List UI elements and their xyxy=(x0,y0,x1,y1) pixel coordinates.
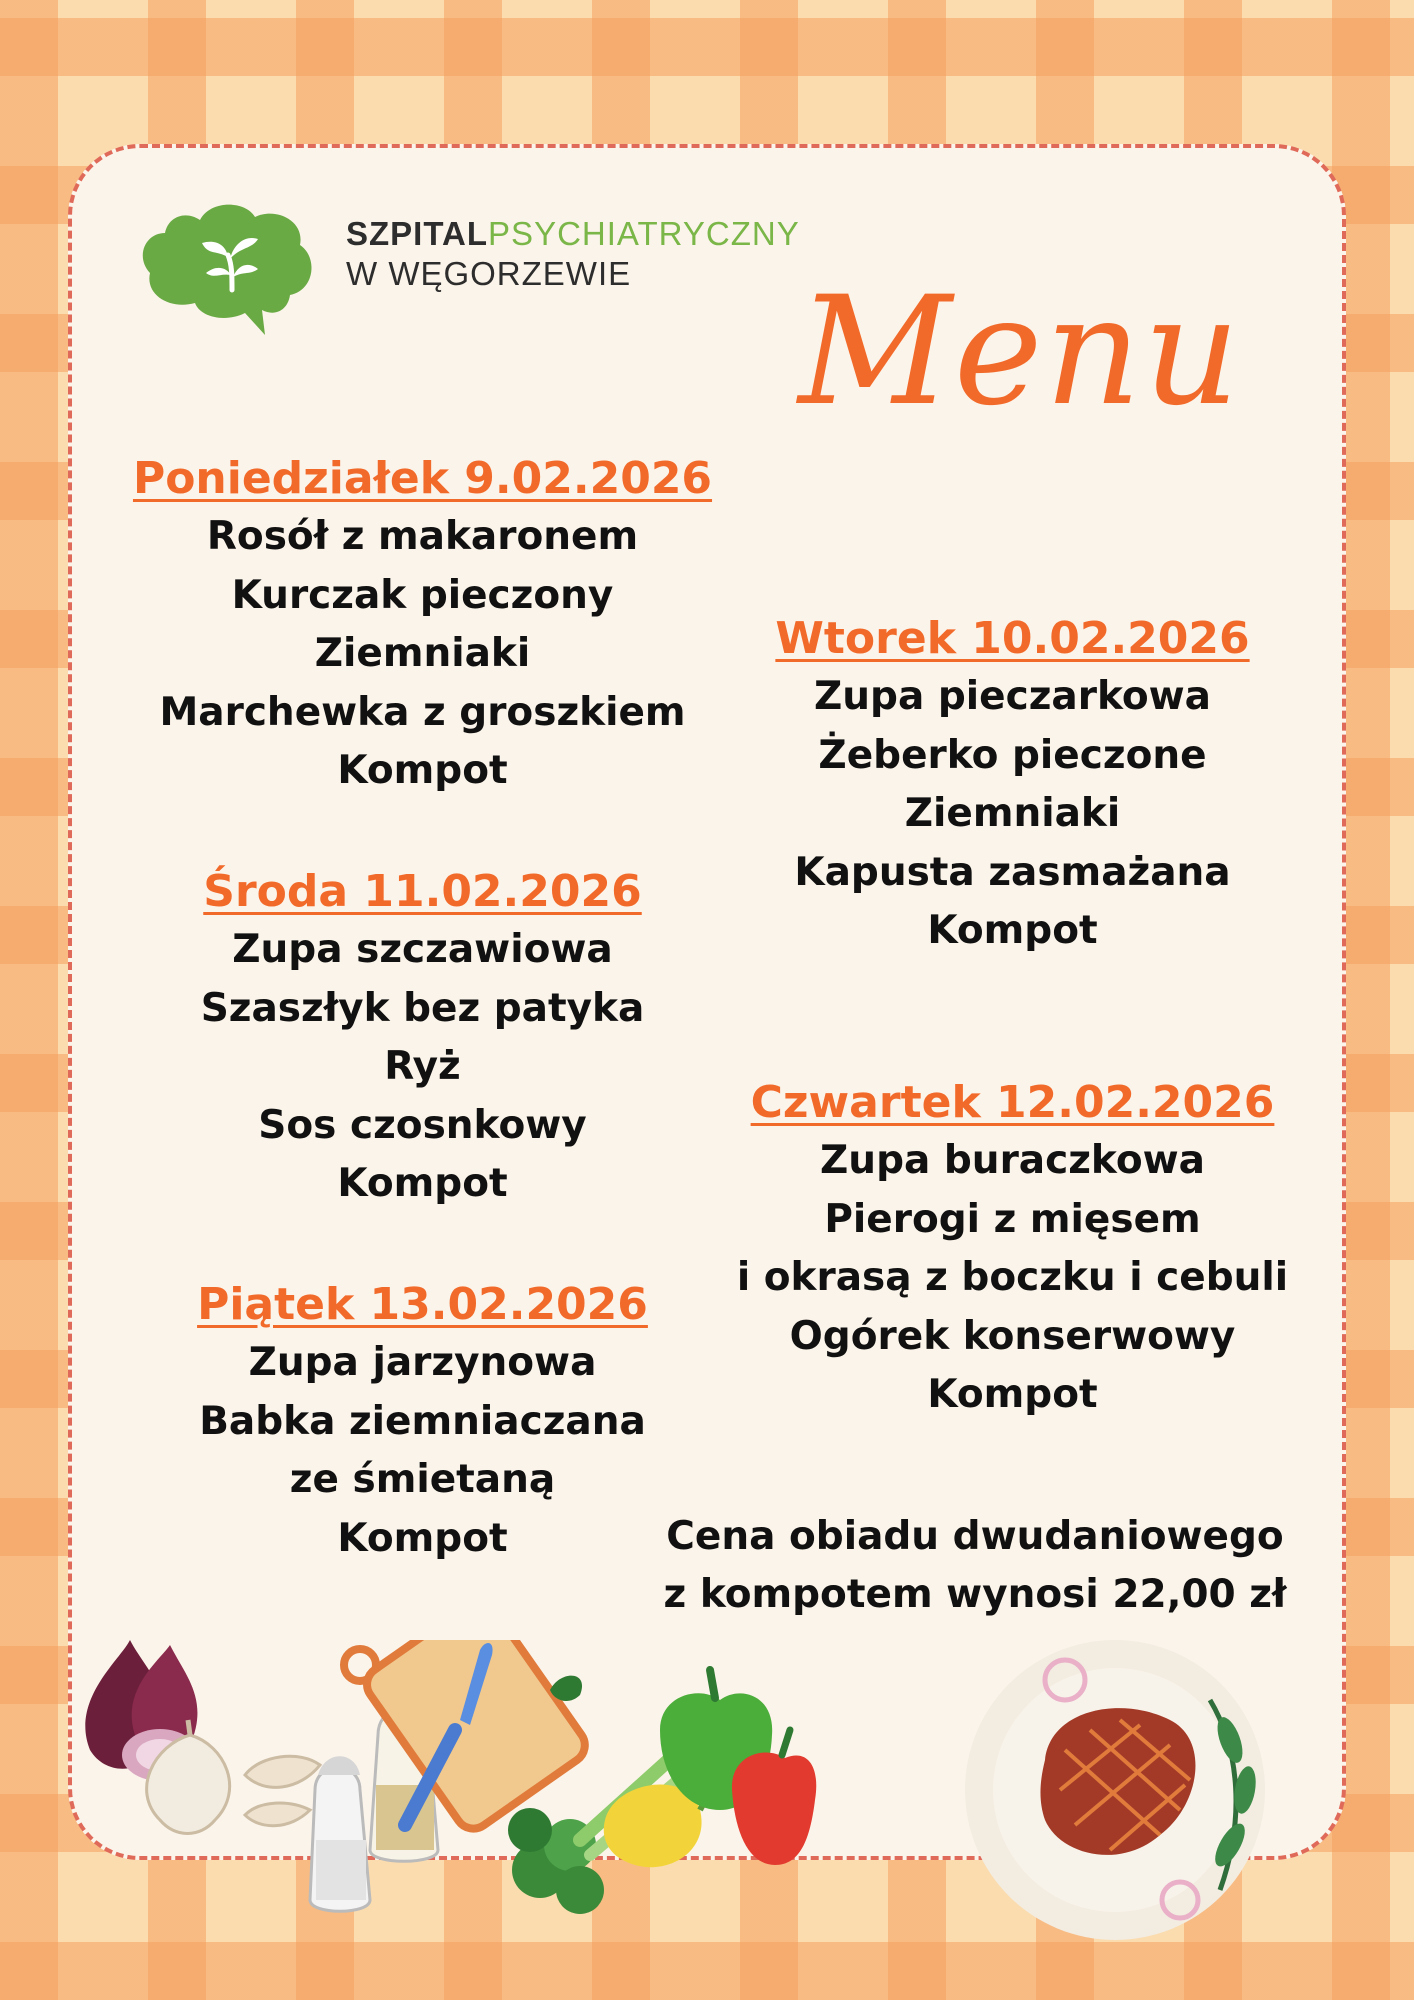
menu-item: Żeberko pieczone xyxy=(818,732,1207,778)
price-line: z kompotem wynosi 22,00 zł xyxy=(663,1572,1287,1617)
price-note xyxy=(630,1508,1320,1624)
org-name-part1: SZPITAL xyxy=(346,215,489,252)
menu-item: Ryż xyxy=(384,1044,461,1089)
day-monday xyxy=(100,450,745,801)
menu-item: ze śmietaną xyxy=(289,1457,556,1502)
food-illustration xyxy=(60,1640,1360,1980)
menu-item: Ziemniaki xyxy=(904,791,1121,836)
hospital-name xyxy=(346,214,800,294)
menu-item: Kompot xyxy=(337,1161,508,1206)
menu-item: i okrasą z boczku i cebuli xyxy=(736,1255,1289,1300)
menu-item: Rosół z makaronem xyxy=(206,514,639,559)
day-heading: Czwartek 12.02.2026 xyxy=(750,1077,1275,1128)
day-wednesday xyxy=(100,863,745,1214)
menu-item: Kapusta zasmażana xyxy=(794,849,1231,895)
steak-plate-icon xyxy=(965,1640,1265,1940)
menu-item: Kompot xyxy=(927,1372,1098,1417)
menu-item: Marchewka z groszkiem xyxy=(159,689,686,735)
menu-item: Zupa pieczarkowa xyxy=(814,674,1211,719)
menu-item: Szaszłyk bez patyka xyxy=(200,985,645,1031)
menu-item: Pierogi z mięsem xyxy=(824,1196,1201,1242)
price-line: Cena obiadu dwudaniowego xyxy=(666,1514,1284,1559)
menu-item: Kompot xyxy=(337,1515,508,1561)
menu-item: Ziemniaki xyxy=(314,631,531,676)
day-tuesday xyxy=(690,610,1335,961)
menu-item: Sos czosnkowy xyxy=(258,1102,587,1148)
day-thursday xyxy=(690,1074,1335,1425)
menu-item: Kompot xyxy=(337,748,508,793)
menu-item: Zupa jarzynowa xyxy=(248,1340,597,1385)
menu-title: Menu xyxy=(798,265,1242,439)
day-heading: Środa 11.02.2026 xyxy=(203,866,642,917)
menu-item: Zupa szczawiowa xyxy=(232,927,613,972)
day-heading: Wtorek 10.02.2026 xyxy=(775,613,1250,664)
menu-item: Ogórek konserwowy xyxy=(789,1313,1236,1359)
salt-shaker-icon xyxy=(310,1756,370,1911)
menu-item: Kompot xyxy=(927,908,1098,953)
hospital-logo-icon xyxy=(140,195,320,335)
menu-item: Babka ziemniaczana xyxy=(199,1398,646,1444)
day-heading: Piątek 13.02.2026 xyxy=(197,1279,648,1330)
day-heading: Poniedziałek 9.02.2026 xyxy=(132,453,713,504)
org-name-part2: PSYCHIATRYCZNY xyxy=(488,215,800,252)
menu-item: Zupa buraczkowa xyxy=(820,1138,1205,1183)
menu-item: Kurczak pieczony xyxy=(231,572,614,618)
org-location: W WĘGORZEWIE xyxy=(346,255,632,292)
